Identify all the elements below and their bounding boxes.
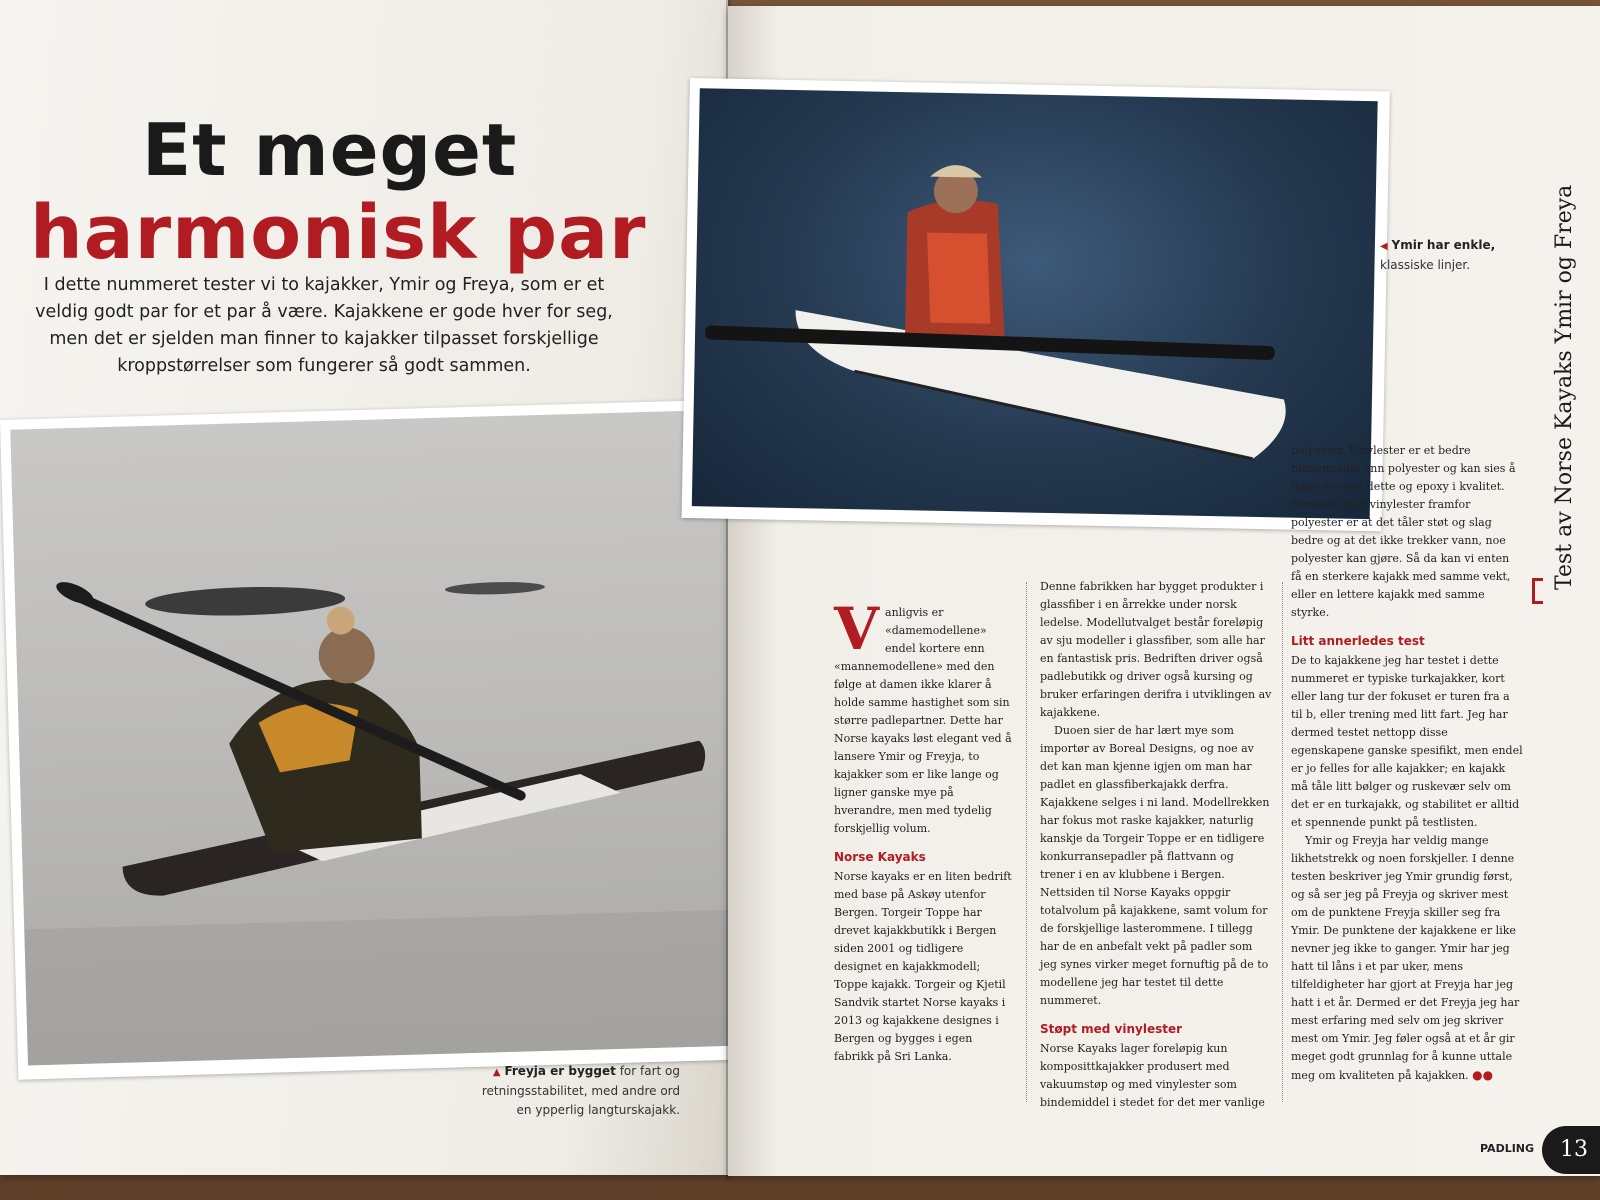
ymir-photo [682, 78, 1390, 531]
ymir-caption [1380, 236, 1520, 275]
page-number: 13 [1542, 1126, 1600, 1174]
headline-line-2: harmonisk par [30, 190, 647, 276]
subhead-norse-kayaks: Norse Kayaks [834, 850, 926, 864]
left-page [0, 0, 728, 1175]
lead-paragraph: I dette nummeret tester vi to kajakker, Ymir og Freya, som er et veldig godt par for et par å være. Kajakkene er gode hver for seg, men det er sjelden man finner to kajakker tilpasset forskjellige kroppstørrelser som fungerer så godt sammen. [35, 275, 613, 376]
freya-caption-lead: Freyja er bygget [504, 1064, 616, 1078]
rock-island-shape [145, 584, 346, 618]
paddler-head-shape [318, 627, 376, 685]
red-triangle-icon: ◀ [1380, 241, 1388, 252]
ymir-freyja-paragraph [1291, 832, 1523, 1085]
duo-paragraph: Duoen sier de har lært mye som importør av Boreal Designs, og noe av det kan man kjenne igjen om man har padlet en glassfiberkajakk derfra. Kajakkene selges i ni land. Modellrekken har fokus mot raske kajakker, naturlig kanskje da Torgeir Toppe er en tidligere konkurransepadler på flattvann og trener i en av klubbene i Bergen. Nettsiden til Norse Kayaks oppgir totalvolum på kajakkene, samt volum for de forskjellige lasterommene. I tillegg har de en anbefalt vekt på padler som jeg synes virker meget fornuftig på de to modellene jeg har testet til dette nummeret. [1040, 724, 1270, 1007]
norse-kayaks-paragraph: Norse kayaks er en liten bedrift med base på Askøy utenfor Bergen. Torgeir Toppe har drevet kajakkbutikk i Bergen siden 2001 og tidligere designet en kajakkmodell; Toppe kajakk. Torgeir og Kjetil Sandvik startet Norse kayaks i 2013 og kajakkene designes i Bergen og bygges i egen fabrikk på Sri Lanka. [834, 870, 1012, 1063]
publication-name: PADLING [1480, 1142, 1535, 1155]
subhead-vinylester: Støpt med vinylester [1040, 1022, 1183, 1036]
subhead-test: Litt annerledes test [1291, 634, 1425, 648]
intro-paragraph: anligvis er «damemodellene» endel kortere enn «mannemodellene» med den følge at damen ikke klarer å holde samme hastighet som sin større padlepartner. Dette har Norse kayaks løst elegant ved å lansere Ymir og Freyja, to kajakker som er like lange og ligner ganske mye på hverandre, men med tydelig forskjellig volum. [834, 606, 1012, 835]
cap-shape [930, 165, 982, 178]
freya-caption [470, 1062, 680, 1120]
sidebar-bracket [1532, 578, 1543, 604]
ymir-kayak-image [692, 88, 1378, 519]
polyester-paragraph: polyester. Vinylester er et bedre bindemiddel enn polyester og kan sies å ligge mellom dette og epoxy i kvalitet. Fordeler med vinylester framfor polyester er at det tåler støt og slag bedre og at det ikke trekker vann, noe polyester kan gjøre. Så da kan vi enten få en sterkere kajakk med samme vekt, eller en lettere kajakk med samme styrke. [1291, 444, 1516, 619]
article-column-2 [1040, 578, 1272, 1112]
test-paragraph: De to kajakkene jeg har testet i dette nummeret er typiske turkajakker, kort eller lang tur der fokuset er turen fra a til b, eller trening med litt fart. Jeg har dermed testet nettopp disse egenskapene ganske spesifikt, men endel er jo felles for alle kajakker; en kajakk må tåle litt bølger og ruskevær selv om det er en turkajakk, og stabilitet er alltid et spennende punkt på testlisten. [1291, 654, 1523, 829]
ymir-caption-text: klassiske linjer. [1380, 258, 1471, 272]
ymir-caption-lead: Ymir har enkle, [1391, 238, 1496, 252]
drop-cap: V [834, 595, 880, 663]
headline-line-1: Et meget [142, 108, 518, 192]
life-vest-shape [925, 233, 992, 324]
ymir-freyja-text: Ymir og Freyja har veldig mange likhetstrekk og noen forskjeller. I denne testen beskriver jeg Ymir grundig først, og så ser jeg på Freyja og skriver mest om de punktene Freyja skiller seg fra Ymir. De punktene der kajakkene er like nevner jeg ikke to ganger. Ymir har jeg hatt til låns i et par uker, mens tilfeldigheter har gjort at Freyja har jeg hatt i et år. Dermed er det Freyja jeg har mest erfaring med selv om jeg skriver mest om Ymir. Jeg føler også at et år gir meget godt grunnlag for å kunne uttale meg om kvaliteten på kajakken. [1291, 834, 1520, 1082]
ymir-kayak-illustration [692, 88, 1378, 519]
section-sidebar-title: Test av Norse Kayaks Ymir og Freya [1552, 184, 1577, 590]
column-divider [1282, 582, 1283, 1102]
freya-caption-text: for fart og retningsstabilitet, med andre ord en ypperlig langturskajakk. [481, 1064, 680, 1117]
article-column-3 [1291, 442, 1523, 1085]
rock-island-shape [445, 581, 545, 596]
factory-paragraph: Denne fabrikken har bygget produkter i glassfiber i en årrekke under norsk ledelse. Modellutvalget består foreløpig av sju modeller i glassfiber, som alle har en fantastisk pris. Bedriften driver også padlebutikk og driver også kursing og bruker erfaringen derifra i utviklingen av kajakkene. [1040, 580, 1272, 719]
column-divider [1026, 582, 1027, 1102]
article-column-1 [834, 595, 1012, 1066]
water-reflection-shape [24, 907, 839, 1066]
red-triangle-icon: ▲ [492, 1067, 501, 1078]
vinylester-paragraph: Norse Kayaks lager foreløpig kun komposittkajakker produsert med vakuumstøp og med vinylester som bindemiddel i stedet for det mer vanlige [1040, 1042, 1265, 1109]
red-dots-icon: ●● [1472, 1068, 1494, 1082]
